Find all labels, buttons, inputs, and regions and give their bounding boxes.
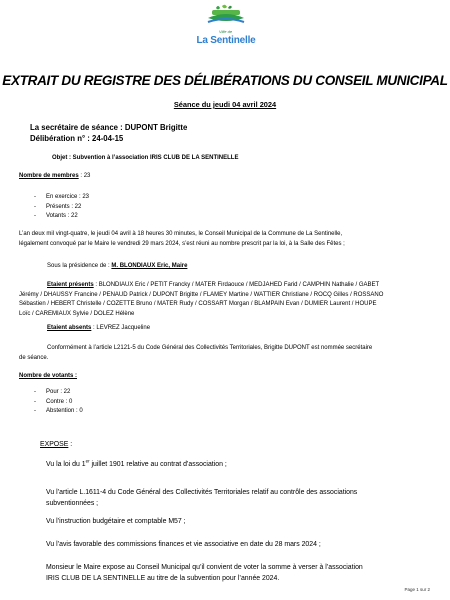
- text-line: légalement convoqué par le Maire le vendredi 29 mars 2024, s’est réuni au nombre prescrit par la loi, à la Salle des Fêtes ;: [19, 240, 345, 247]
- text-line: Vu l’article L.1611-4 du Code Général des Collectivités Territoriales relatif au contrôle des associations: [46, 489, 358, 496]
- document-page: Ville de La Sentinelle EXTRAIT DU REGISTRE DES DÉLIBÉRATIONS DU CONSEIL MUNICIPAL Séance du jeudi 04 avril 2024 La secrétaire de séance : DUPONT Brigitte Délibération n° : 24-04-15 Objet : Subvention à l’association IRIS CLUB DE LA SENTINELLE Nombre de membres : 23 - En exercice : 23 - Présents : 22 - Votants : 22 L’an deux mil vingt-quatre, le jeudi 04 avril à 18 heures 30 minutes, le Conseil Municipal de la Commune de La Sentinelle, légalement convoqué par le Maire le vendredi 29 mars 2024, s’est réuni au nombre prescrit par la loi, à la Salle des Fêtes ; Sous la présidence de : M. BLONDIAUX Eric, Maire Etaient présents : BLONDIAUX Eric / PETIT Francky / MATER Firdaouce / MEDJAHED Farid / CAMPHIN Nathalie / GABET Jérémy / DHAUSSY Francine / PENAUD Patrick / DUPONT Brigitte / FLAMEY Martine / WATTIER Christiane / ROCQ Gilles / ROSSANO Sébastien / HEBERT Christelle / COZETTE Bruno / MATER Rudy / COSSART Morgan / BLAMPAIN Evan / DUMIER Laurent / HOUPE Loïc / CAREMIAUX Sylvie / DOLEZ Hélène Etaient absents : LEVREZ Jacqueline Conformément à l’article L2121-5 du Code Général des Collectivités Territoriales, Brigitte DUPONT est nommée secrétaire de séance. Nombre de votants : - Pour : 22 - Contre : 0 - Abstention : 0 EXPOSE : Vu la loi du 1er juillet 1901 relative au contrat d’association ; Vu l’article L.1611-4 du Code Général des Collectivités Territoriales relatif au contrôle des associations subventionnées ; Vu l’instruction budgétaire et comptable M57 ; Vu l’avis favorable des commissions finances et vie associative en date du 28 mars 2024 ; Monsieur le Maire expose au Conseil Municipal qu’il convient de voter la somme à verser à l’association IRIS CLUB DE LA SENTINELLE au titre de la subvention pour l’année 2024. Page 1 sur 2: [0, 0, 450, 600]
- page-number: Page 1 sur 2: [404, 587, 430, 592]
- absents-value: : LEVREZ Jacqueline: [91, 325, 151, 331]
- text-line: L’an deux mil vingt-quatre, le jeudi 04 avril à 18 heures 30 minutes, le Conseil Municipal de la Commune de La Sentinelle,: [19, 231, 343, 237]
- logo-small-text: Ville de: [219, 29, 233, 34]
- text-line: Monsieur le Maire expose au Conseil Municipal qu’il convient de voter la somme à verser à l’association: [46, 564, 363, 571]
- expose-heading: [40, 439, 72, 450]
- town-logo: [186, 4, 266, 52]
- seance-date: Séance du jeudi 04 avril 2024: [173, 100, 277, 109]
- expose-colon: :: [68, 441, 73, 448]
- membres-value: : 23: [78, 173, 91, 179]
- intro-paragraph: [19, 230, 345, 249]
- text-line: Conformément à l’article L2121-5 du Code Général des Collectivités Territoriales, Brigitte DUPONT est nommée secrétaire: [47, 345, 373, 351]
- vu-loi-line: Vu la loi du 1er juillet 1901 relative au contrat d’association ;: [46, 458, 227, 468]
- text-line: IRIS CLUB DE LA SENTINELLE au titre de la subvention pour l’année 2024.: [46, 575, 280, 582]
- president-name: M. BLONDIAUX Eric, Maire: [111, 263, 188, 269]
- objet-line: Objet : Subvention à l’association IRIS CLUB DE LA SENTINELLE: [52, 155, 239, 161]
- text-line: Etaient présents : BLONDIAUX Eric / PETIT Francky / MATER Firdaouce / MEDJAHED Farid / CAMPHIN Nathalie / GABET: [47, 282, 380, 288]
- document-title: EXTRAIT DU REGISTRE DES DÉLIBÉRATIONS DU CONSEIL MUNICIPAL: [2, 73, 448, 88]
- logo-name: La Sentinelle: [196, 35, 256, 46]
- text-line: Jérémy / DHAUSSY Francine / PENAUD Patrick / DUPONT Brigitte / FLAMEY Martine / WATTIER Christiane / ROCQ Gilles / ROSSANO: [19, 291, 384, 298]
- absents-label: Etaient absents: [47, 325, 92, 331]
- presidence-prefix: Sous la présidence de :: [47, 263, 110, 269]
- monsieur-paragraph: [46, 562, 363, 584]
- membres-label: Nombre de membres: [19, 173, 79, 179]
- presidence-line: [47, 262, 187, 272]
- vu-instruction-line: Vu l’instruction budgétaire et comptable M57 ;: [46, 518, 186, 525]
- text-line: Sébastien / HEBERT Christelle / COZETTE Bruno / MATER Rudy / COSSART Morgan / BLAMPAIN Evan / DUMIER Laurent / HOUPE: [19, 301, 377, 307]
- presents-paragraph: [19, 281, 383, 319]
- conformement-paragraph: [19, 344, 372, 363]
- text-line: Loïc / CAREMIAUX Sylvie / DOLEZ Hélène: [19, 310, 135, 317]
- deliberation-number: Délibération n° : 24-04-15: [30, 134, 124, 143]
- vu-avis-line: Vu l’avis favorable des commissions finances et vie associative en date du 28 mars 2024 ;: [46, 541, 321, 548]
- presents-label: Etaient présents: [47, 282, 94, 288]
- votants-label: Nombre de votants :: [19, 373, 78, 379]
- text-line: de séance.: [19, 354, 49, 361]
- expose-label: EXPOSE: [40, 441, 69, 448]
- secretaire-line: La secrétaire de séance : DUPONT Brigitte: [30, 123, 188, 132]
- membres-line: [19, 172, 90, 182]
- text-line: subventionnées ;: [46, 500, 99, 507]
- absents-line: [47, 324, 150, 334]
- vu-article-paragraph: [46, 487, 357, 509]
